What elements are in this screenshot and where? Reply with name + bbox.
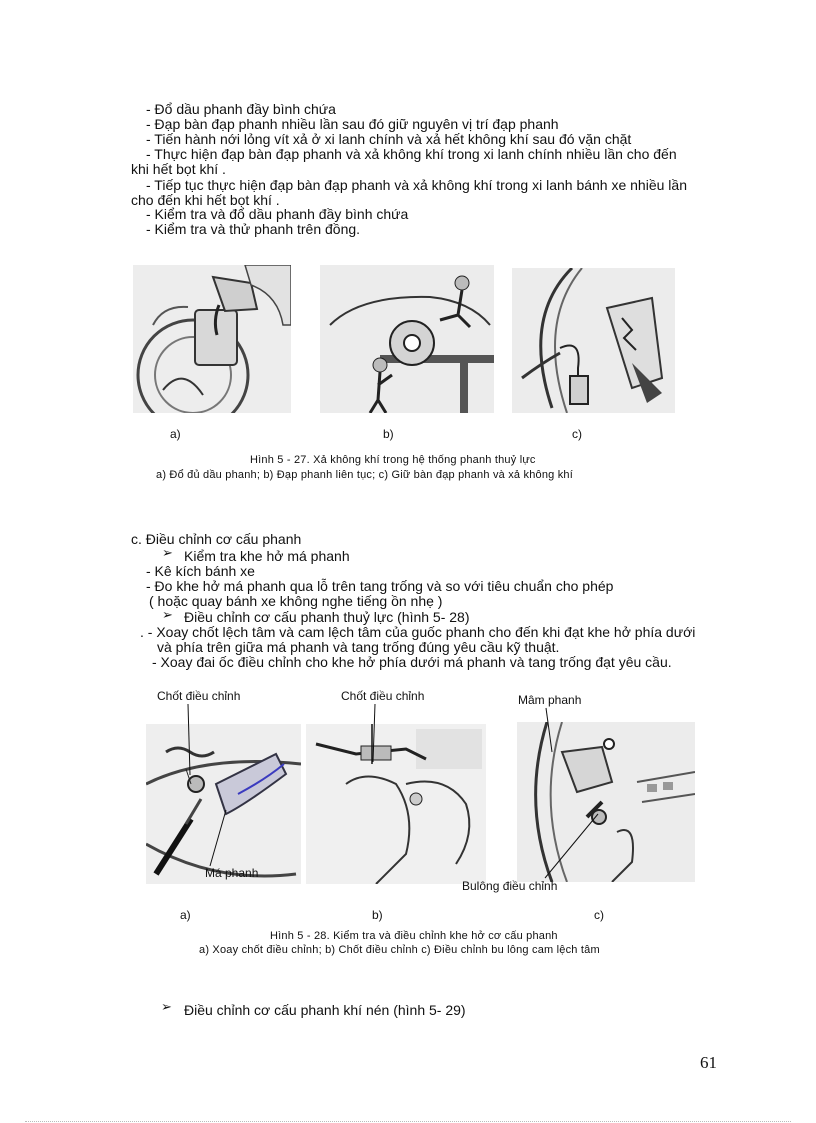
figure-5-27-label-c: c) [572,427,582,441]
figure-5-28b-adjust-pin [306,724,486,884]
step-line-6: - Kiểm tra và đổ dầu phanh đầy bình chứa [146,206,409,222]
figure-5-27-caption: Hình 5 - 27. Xả không khí trong hệ thống phanh thuỷ lực [250,454,536,466]
step-line-5: - Tiếp tục thực hiện đạp bàn đạp phanh và xả không khí trong xi lanh bánh xe nhiều lần [146,177,687,193]
adjust-line-2: và phía trên giữa má phanh và tang trống đúng yêu cầu kỹ thuật. [157,639,560,655]
figure-5-27c-bleed-air [512,268,675,413]
check-line-1: - Kê kích bánh xe [146,563,255,579]
adjust-line-3: - Xoay đai ốc điều chỉnh cho khe hở phía dưới má phanh và tang trống đạt yêu cầu. [152,654,672,670]
step-line-5-cont: cho đến khi hết bọt khí . [131,192,280,208]
bullet-adjust-hydraulic: Điều chỉnh cơ cấu phanh thuỷ lực (hình 5- 28) [184,609,470,625]
figure-5-27-label-a: a) [170,427,181,441]
figure-5-28-caption: Hình 5 - 28. Kiểm tra và điều chỉnh khe hở cơ cấu phanh [270,930,558,942]
callout-b-adjust-pin: Chốt điều chỉnh [341,689,425,703]
callout-c-backing-plate: Mâm phanh [518,693,582,707]
arrowhead-bullet-icon: ➢ [161,1000,172,1015]
step-line-4-cont: khi hết bọt khí . [131,161,226,177]
callout-a-brake-lining: Má phanh [205,866,259,880]
figure-5-28-label-a: a) [180,908,191,922]
adjust-line-1: . - Xoay chốt lệch tâm và cam lệch tâm của guốc phanh cho đến khi đạt khe hở phía dưới [140,624,696,640]
callout-a-adjust-pin: Chốt điều chỉnh [157,689,241,703]
figure-5-28a-rotate-pin [146,724,301,884]
arrowhead-bullet-icon: ➢ [162,608,173,623]
callout-c-adjust-bolt: Bulông điều chỉnh [462,879,558,893]
figure-5-27-label-b: b) [383,427,394,441]
step-line-1: - Đổ dầu phanh đầy bình chứa [146,101,336,117]
check-line-3: ( hoặc quay bánh xe không nghe tiếng ồn nhẹ ) [149,593,443,609]
page-bottom-rule [25,1121,791,1122]
step-line-7: - Kiểm tra và thử phanh trên đồng. [146,221,361,237]
page-number: 61 [700,1053,717,1072]
figure-5-28-label-c: c) [594,908,604,922]
figure-5-28-subcaption: a) Xoay chốt điều chỉnh; b) Chốt điều chỉnh c) Điều chỉnh bu lông cam lệch tâm [199,944,600,956]
figure-5-28-label-b: b) [372,908,383,922]
figure-5-27a-pour-brake-fluid [133,265,291,413]
step-line-3: - Tiến hành nới lỏng vít xả ở xi lanh chính và xả hết không khí sau đó vặn chặt [146,131,632,147]
bullet-check-gap: Kiểm tra khe hở má phanh [184,548,350,564]
arrowhead-bullet-icon: ➢ [162,546,173,561]
section-c-heading: c. Điều chỉnh cơ cấu phanh [131,531,302,547]
bullet-adjust-pneumatic: Điều chỉnh cơ cấu phanh khí nén (hình 5- 29) [184,1002,466,1018]
step-line-4: - Thực hiện đạp bàn đạp phanh và xả không khí trong xi lanh chính nhiều lần cho đến [146,146,677,162]
step-line-2: - Đạp bàn đạp phanh nhiều lần sau đó giữ nguyên vị trí đạp phanh [146,116,559,132]
check-line-2: - Đo khe hở má phanh qua lỗ trên tang trống và so với tiêu chuẩn cho phép [146,578,614,594]
figure-5-28c-adjust-bolt [517,722,695,882]
figure-5-27b-press-pedal [320,265,494,413]
figure-5-27-subcaption: a) Đổ đủ dầu phanh; b) Đạp phanh liên tục; c) Giữ bàn đạp phanh và xả không khí [156,469,573,481]
